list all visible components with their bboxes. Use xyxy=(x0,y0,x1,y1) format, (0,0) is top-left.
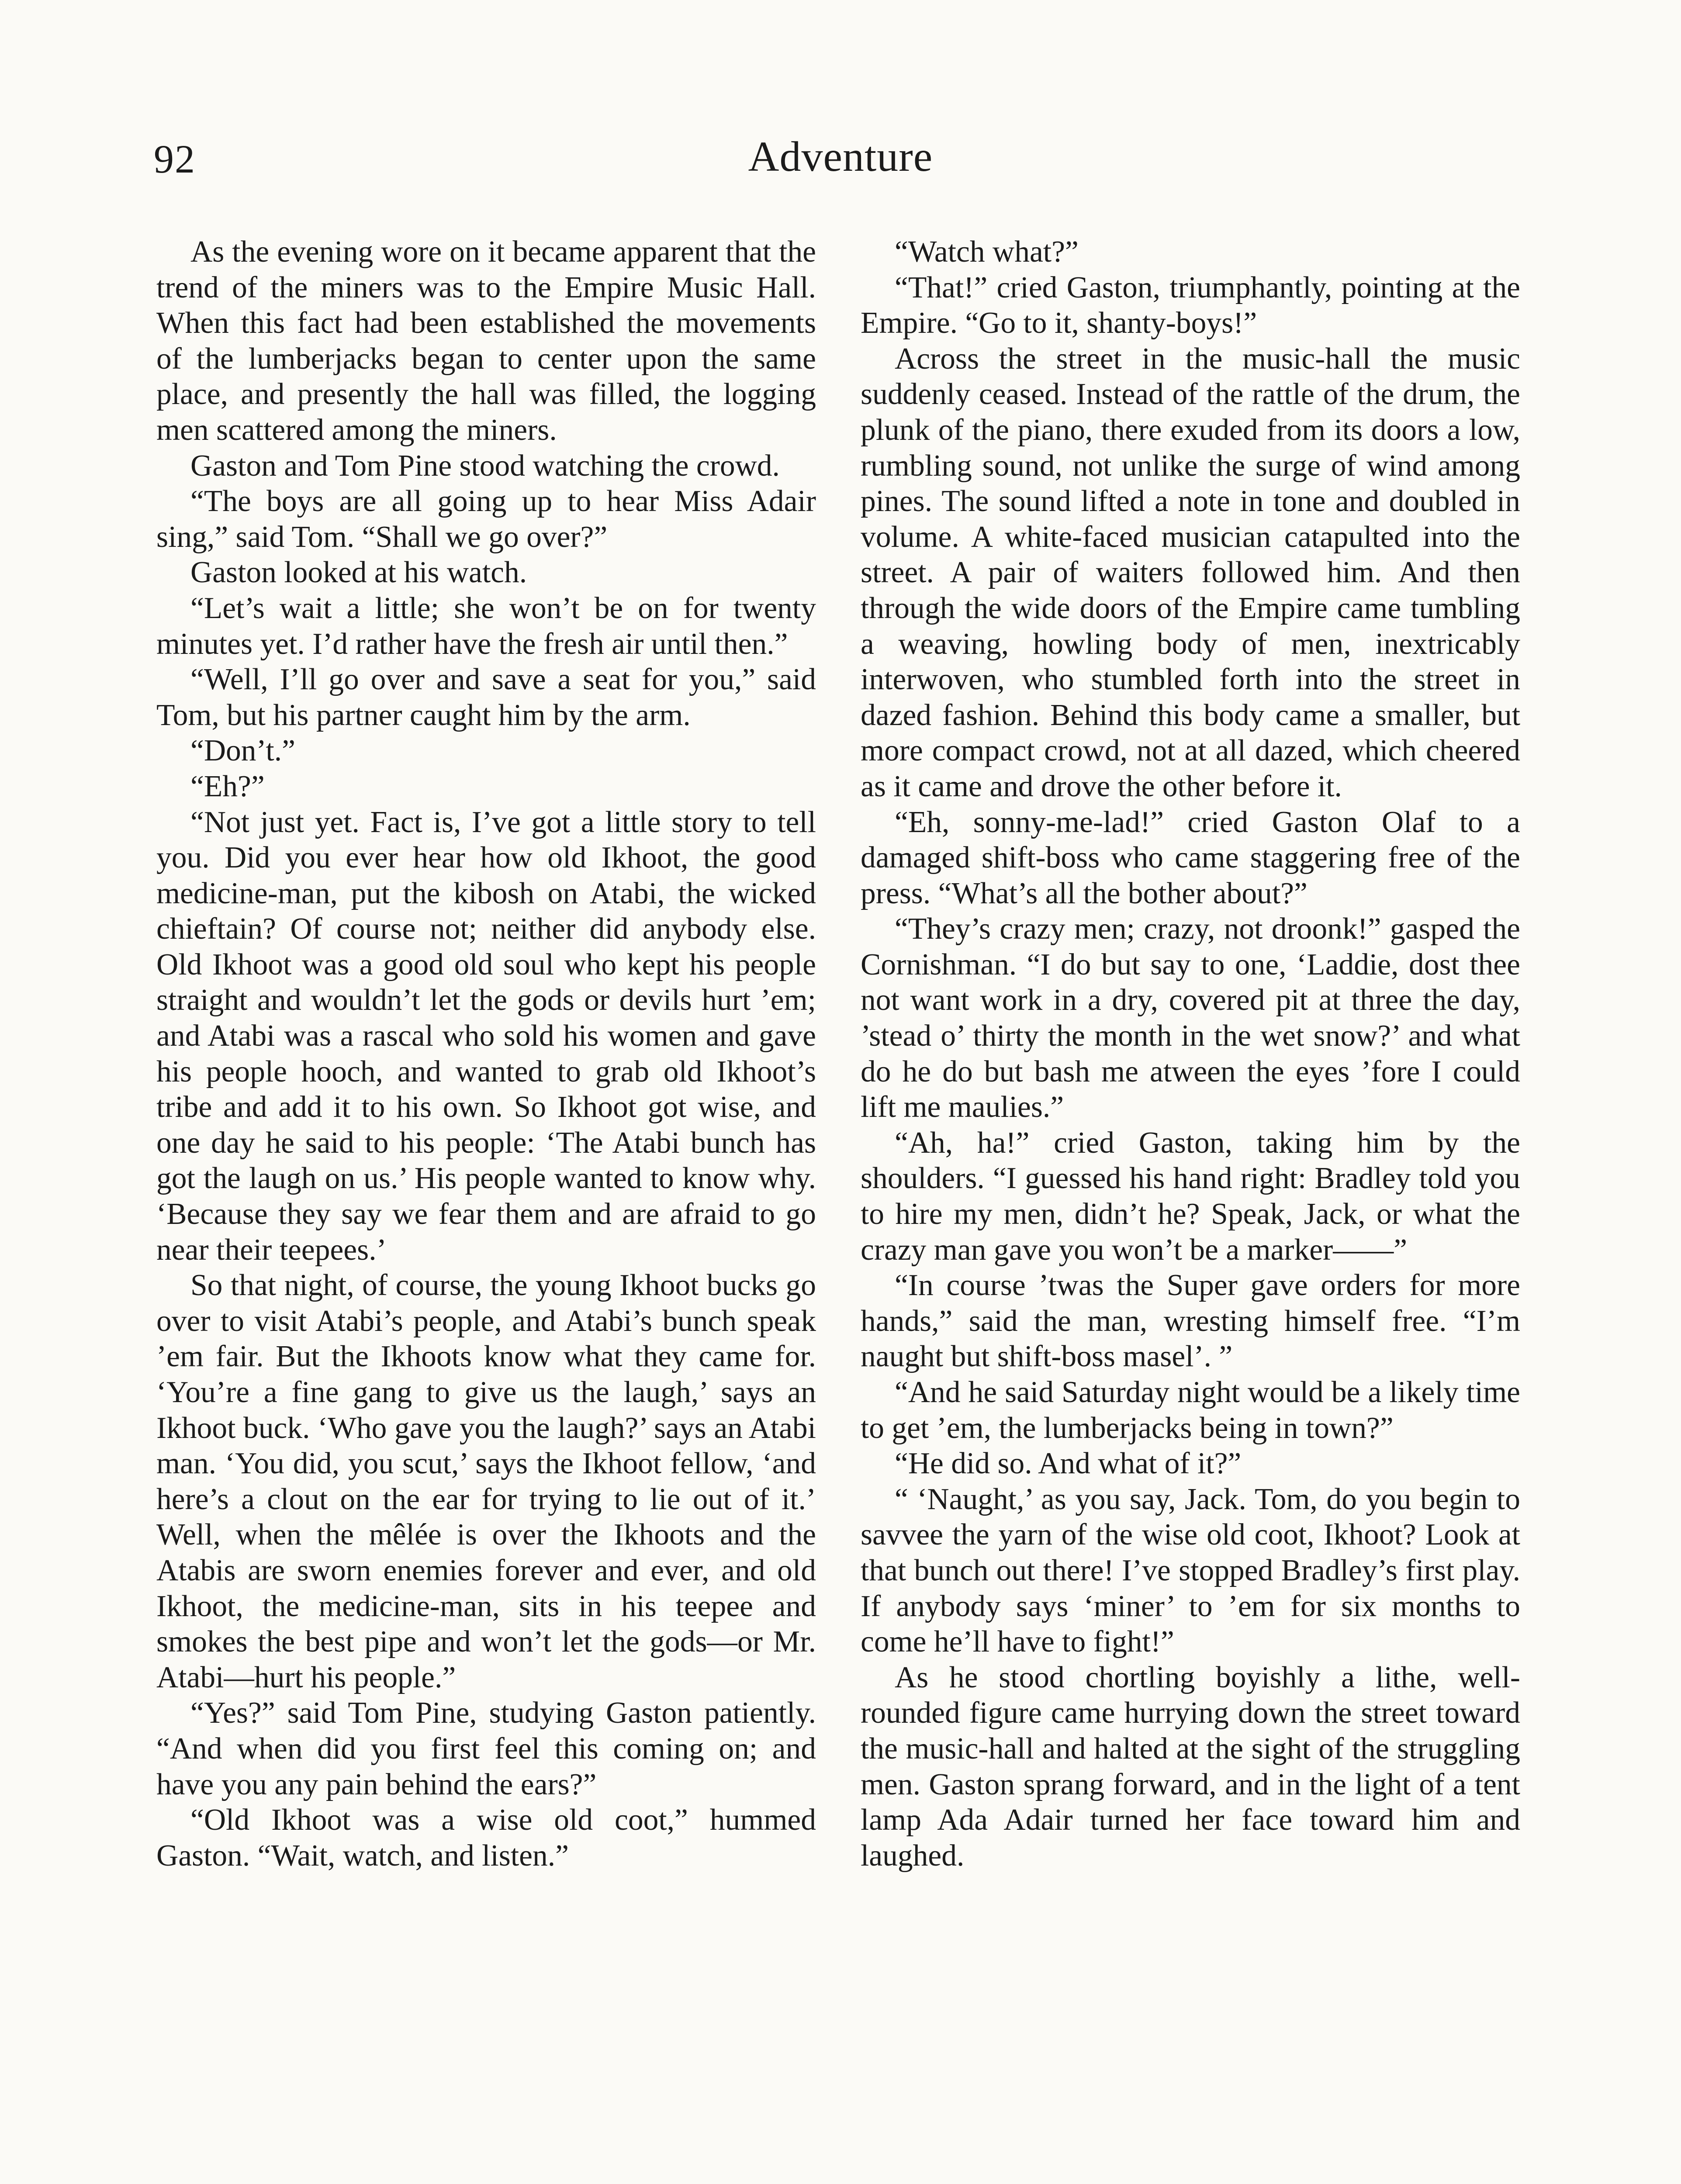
paragraph: “Let’s wait a little; she won’t be on for twenty minutes yet. I’d rather have the fresh air until then.” xyxy=(156,591,816,661)
paragraph: “Ah, ha!” cried Gaston, taking him by the shoulders. “I guessed his hand right: Bradley told you to hire my men, didn’t he? Speak, Jack, or what the crazy man gave you won’t be a marker——” xyxy=(861,1126,1520,1267)
paragraph: “Yes?” said Tom Pine, studying Gaston patiently. “And when did you first feel this coming on; and have you any pain behind the ears?” xyxy=(156,1696,816,1801)
left-column xyxy=(156,234,816,1873)
paragraph: So that night, of course, the young Ikhoot bucks go over to visit Atabi’s people, and Atabi’s bunch speak ’em fair. But the Ikhoots know what they came for. ‘You’re a fine gang to give us the laugh,’ says an Ikhoot buck. ‘Who gave you the laugh?’ says an Atabi man. ‘You did, you scut,’ says the Ikhoot fellow, ‘and here’s a clout on the ear for trying to lie out of it.’ Well, when the mêlée is over the Ikhoots and the Atabis are sworn enemies forever and ever, and old Ikhoot, the medicine-man, sits in his teepee and smokes the best pipe and won’t let the gods—or Mr. Atabi—hurt his people.” xyxy=(156,1268,816,1694)
paragraph: Gaston looked at his watch. xyxy=(190,556,527,590)
paragraph: Across the street in the music-hall the music suddenly ceased. Instead of the rattle of the drum, the plunk of the piano, there exuded from its doors a low, rumbling sound, not unlike the surge of wind among pines. The sound lifted a note in tone and doubled in volume. A white-faced musician catapulted into the street. A pair of waiters followed him. And then through the wide doors of the Empire came tumbling a weaving, howling body of men, inextricably interwoven, who stumbled forth into the street in dazed fashion. Behind this body came a smaller, but more compact crowd, not at all dazed, which cheered as it came and drove the other before it. xyxy=(861,342,1520,803)
paragraph: “Old Ikhoot was a wise old coot,” hummed Gaston. “Wait, watch, and listen.” xyxy=(156,1803,816,1873)
paragraph: “Eh?” xyxy=(190,769,265,803)
paragraph: “That!” cried Gaston, triumphantly, pointing at the Empire. “Go to it, shanty-boys!” xyxy=(861,270,1520,340)
paragraph: As he stood chortling boyishly a lithe, well-rounded figure came hurrying down the street toward the music-hall and halted at the sight of the struggling men. Gaston sprang forward, and in the light of a tent lamp Ada Adair turned her face toward him and laughed. xyxy=(861,1660,1520,1873)
right-column xyxy=(861,234,1520,1873)
page-number: 92 xyxy=(154,137,196,181)
paragraph: “Eh, sonny-me-lad!” cried Gaston Olaf to a damaged shift-boss who came staggering free of the press. “What’s all the bother about?” xyxy=(861,805,1520,910)
paragraph: As the evening wore on it became apparent that the trend of the miners was to the Empire Music Hall. When this fact had been established the movements of the lumberjacks began to center upon the same place, and presently the hall was filled, the logging men scattered among the miners. xyxy=(156,235,816,447)
paragraph: “And he said Saturday night would be a likely time to get ’em, the lumberjacks being in town?” xyxy=(861,1375,1520,1445)
paragraph: “Watch what?” xyxy=(895,235,1079,269)
paragraph: “Don’t.” xyxy=(190,734,295,768)
paragraph: “They’s crazy men; crazy, not droonk!” gasped the Cornishman. “I do but say to one, ‘Laddie, dost thee not want work in a dry, covered pit at three the day, ’stead o’ thirty the month in the wet snow?’ and what do he do but bash me atween the eyes ’fore I could lift me maulies.” xyxy=(861,912,1520,1124)
paragraph: “Not just yet. Fact is, I’ve got a little story to tell you. Did you ever hear how old Ikhoot, the good medicine-man, put the kibosh on Atabi, the wicked chieftain? Of course not; neither did anybody else. Old Ikhoot was a good old soul who kept his people straight and wouldn’t let the gods or devils hurt ’em; and Atabi was a rascal who sold his women and gave his people hooch, and wanted to grab old Ikhoot’s tribe and add it to his own. So Ikhoot got wise, and one day he said to his people: ‘The Atabi bunch has got the laugh on us.’ His people wanted to know why. ‘Because they say we fear them and are afraid to go near their teepees.’ xyxy=(156,805,816,1267)
paragraph: “He did so. And what of it?” xyxy=(895,1447,1242,1481)
running-head: Adventure xyxy=(748,133,933,180)
paragraph: “In course ’twas the Super gave orders for more hands,” said the man, wresting himself free. “I’m naught but shift-boss masel’. ” xyxy=(861,1268,1520,1374)
paragraph: “The boys are all going up to hear Miss Adair sing,” said Tom. “Shall we go over?” xyxy=(156,484,816,554)
paragraph: “Well, I’ll go over and save a seat for you,” said Tom, but his partner caught him by the arm. xyxy=(156,663,816,732)
paragraph: “ ‘Naught,’ as you say, Jack. Tom, do you begin to savvee the yarn of the wise old coot, Ikhoot? Look at that bunch out there! I’ve stopped Bradley’s first play. If anybody says ‘miner’ to ’em for six months to come he’ll have to fight!” xyxy=(861,1482,1520,1659)
paragraph: Gaston and Tom Pine stood watching the crowd. xyxy=(190,449,780,483)
